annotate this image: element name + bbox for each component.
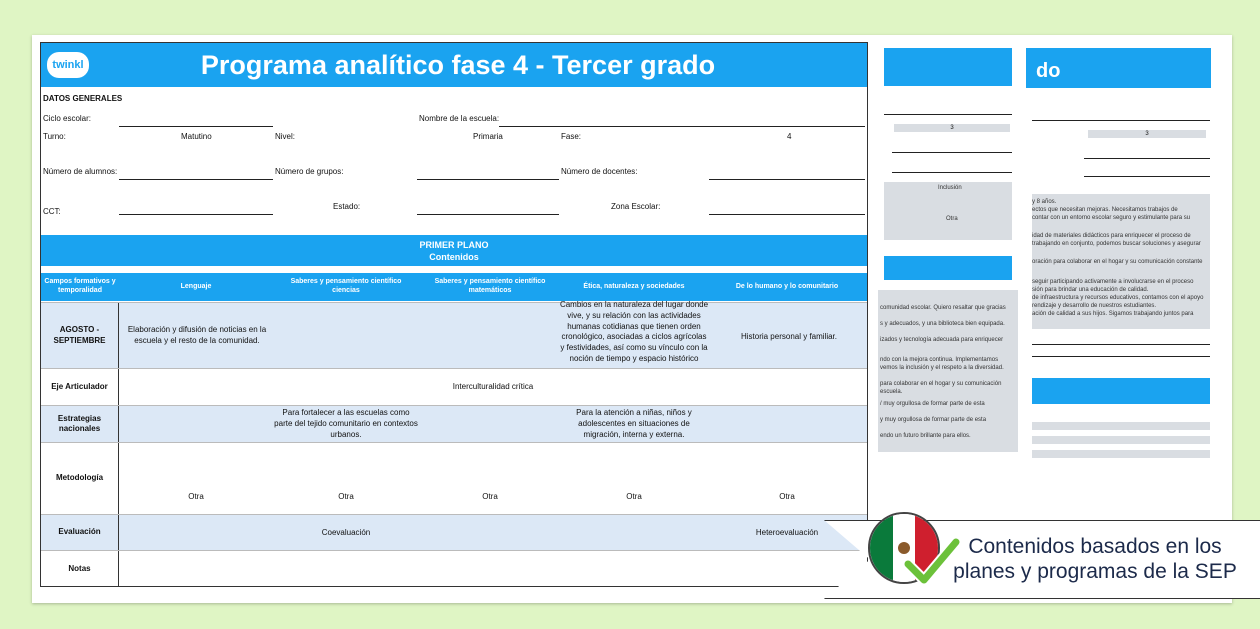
label-estado: Estado: [333, 202, 361, 211]
label-docentes: Número de docentes: [561, 167, 638, 176]
preview2-value: 3 [1088, 130, 1206, 138]
preview1-line-0: comunidad escolar. Quiero resaltar que gracias [880, 305, 1006, 311]
cct-field[interactable] [119, 214, 273, 215]
row-agosto [41, 302, 867, 368]
preview1-line [884, 114, 1012, 115]
row-eje [41, 368, 867, 405]
col-header-ciencias: Saberes y pensamiento científico ciencias [290, 278, 402, 294]
preview1-inclusion: Inclusión [938, 185, 962, 191]
cell-metodologia-2: Otra [338, 492, 354, 501]
label-alumnos: Número de alumnos: [43, 167, 118, 176]
row-metodologia [41, 442, 867, 514]
label-grupos: Número de grupos: [275, 167, 344, 176]
preview1-header [884, 48, 1012, 86]
preview1-line-8: y muy orgullosa de formar parte de esta [880, 417, 987, 423]
preview2-line [1084, 176, 1210, 177]
preview2-line-10: sión para brindar una educación de calidad. [1032, 287, 1149, 293]
preview2-band [1032, 378, 1210, 404]
preview2-line-5: trabajando en conjunto, podemos buscar soluciones y asegurar [1032, 241, 1201, 247]
twinkl-logo: twinkl [47, 52, 89, 78]
row-label-metodologia: Metodología [41, 443, 119, 514]
grupos-field[interactable] [417, 179, 559, 180]
preview1-line [892, 152, 1012, 153]
contenidos-subtitle: Contenidos [429, 252, 479, 263]
page-title: Programa analítico fase 4 - Tercer grado [200, 49, 716, 80]
cell-agosto-humano: Historia personal y familiar. [740, 332, 838, 341]
columns-header [41, 273, 867, 301]
label-cct: CCT: [43, 207, 61, 216]
preview1-line-2: izados y tecnología adecuada para enriquecer [880, 337, 1004, 343]
col-header-campos: Campos formativos y temporalidad [44, 278, 116, 294]
zona-field[interactable] [709, 214, 865, 215]
preview1-line [892, 172, 1012, 173]
label-fase: Fase: [561, 132, 582, 141]
col-header-humano: De lo humano y lo comunitario [735, 282, 839, 290]
preview-sheet-2 [1026, 42, 1222, 502]
preview1-line-5: para colaborar en el hogar y su comunicación [880, 381, 1002, 387]
row-estrategias [41, 405, 867, 442]
label-zona: Zona Escolar: [611, 202, 661, 211]
preview2-line-11: de infraestructura y recursos educativos, contamos con el apoyo [1032, 295, 1204, 301]
preview2-line-7: oración para colaborar en el hogar y su comunicación constante [1032, 259, 1203, 265]
estado-field[interactable] [417, 214, 559, 215]
escuela-field[interactable] [499, 126, 865, 127]
preview2-bar [1032, 450, 1210, 458]
preview1-band [884, 256, 1012, 280]
preview1-otra: Otra [946, 216, 958, 222]
preview1-line-1: s y adecuados, y una biblioteca bien equipada. [880, 321, 1005, 327]
sheet-header [41, 43, 867, 87]
turno-value: Matutino [181, 132, 212, 141]
preview2-line-9: seguir participando activamente a involucrarse en el proceso [1032, 279, 1194, 285]
preview2-line [1032, 356, 1210, 357]
primer-plano-title: PRIMER PLANO [419, 240, 489, 250]
nivel-value: Primaria [473, 132, 503, 141]
preview-sheet-1 [878, 42, 1018, 462]
col-header-lenguaje: Lenguaje [180, 282, 212, 290]
preview2-line [1084, 158, 1210, 159]
primer-plano-band [41, 235, 867, 266]
fase-value: 4 [787, 132, 792, 141]
alumnos-field[interactable] [119, 179, 273, 180]
label-ciclo: Ciclo escolar: [43, 114, 92, 123]
docentes-field[interactable] [709, 179, 865, 180]
cell-agosto-lenguaje: Elaboración y difusión de noticias en la escuela y el resto de la comunidad. [127, 325, 267, 345]
preview2-bar [1032, 436, 1210, 444]
preview2-bar [1032, 422, 1210, 430]
row-evaluacion [41, 514, 867, 550]
cell-eje-value: Interculturalidad crítica [452, 382, 534, 391]
row-label-evaluacion: Evaluación [41, 515, 119, 550]
main-sheet [40, 42, 868, 587]
preview2-line-12: rendizaje y desarrollo de nuestros estudiantes. [1032, 303, 1157, 309]
cell-metodologia-1: Otra [188, 492, 204, 501]
preview2-line-1: ectos que necesitan mejoras. Necesitamos trabajos de [1032, 207, 1178, 213]
cell-metodologia-3: Otra [482, 492, 498, 501]
cell-estrategias-a: Para fortalecer a las escuelas como parte del tejido comunitario en contextos urbanos. [274, 408, 418, 439]
cell-evaluacion-a: Coevaluación [321, 528, 371, 537]
badge-text: Contenidos basados en los planes y programas de la SEP [953, 535, 1237, 584]
ciclo-field[interactable] [119, 126, 273, 127]
cell-agosto-etica: Cambios en la naturaleza del lugar donde vive, y su relación con las actividades humanas cotidianas que tienen orden cronológico, asociadas a ciclos agrícolas y festividades, así como su vínculo con la noción de tiempo y espacio histórico [559, 300, 709, 363]
cell-metodologia-4: Otra [626, 492, 642, 501]
cell-estrategias-b: Para la atención a niñas, niños y adolescentes en situaciones de migración, interna y externa. [576, 408, 692, 439]
row-label-notas: Notas [41, 551, 119, 587]
preview2-line [1032, 120, 1210, 121]
row-label-estrategias: Estrategias nacionales [41, 406, 119, 442]
cell-evaluacion-b: Heteroevaluación [755, 528, 819, 537]
cell-metodologia-5: Otra [779, 492, 795, 501]
preview1-line-4: vemos la inclusión y el respeto a la diversidad. [880, 365, 1004, 371]
preview2-line [1032, 344, 1210, 345]
preview2-line-2: contar con un entorno escolar seguro y estimulante para su [1032, 215, 1191, 221]
row-notas [41, 550, 867, 587]
preview2-header: do [1026, 48, 1211, 88]
col-header-etica: Ética, naturaleza y sociedades [583, 282, 685, 290]
section-title: DATOS GENERALES [43, 94, 123, 103]
preview2-line-4: idad de materiales didácticos para enriquecer el proceso de [1032, 233, 1191, 239]
label-nivel: Nivel: [275, 132, 296, 141]
row-label-eje: Eje Articulador [41, 369, 119, 405]
preview1-line-7: / muy orgullosa de formar parte de esta [880, 401, 985, 407]
row-label-agosto: AGOSTO - SEPTIEMBRE [41, 303, 119, 368]
preview1-line-3: ndo con la mejora continua. Implementamos [880, 357, 999, 363]
label-escuela: Nombre de la escuela: [419, 114, 500, 123]
preview1-line-9: endo un futuro brillante para ellos. [880, 433, 971, 439]
preview1-line-6: escuela. [880, 389, 903, 395]
col-header-matematicos: Saberes y pensamiento científico matemáticos [434, 278, 546, 294]
preview1-value: 3 [894, 124, 1010, 132]
preview2-line-0: y 8 años. [1032, 199, 1057, 205]
preview2-line-13: ación de calidad a sus hijos. Sigamos trabajando juntos para [1032, 311, 1194, 317]
label-turno: Turno: [43, 132, 66, 141]
